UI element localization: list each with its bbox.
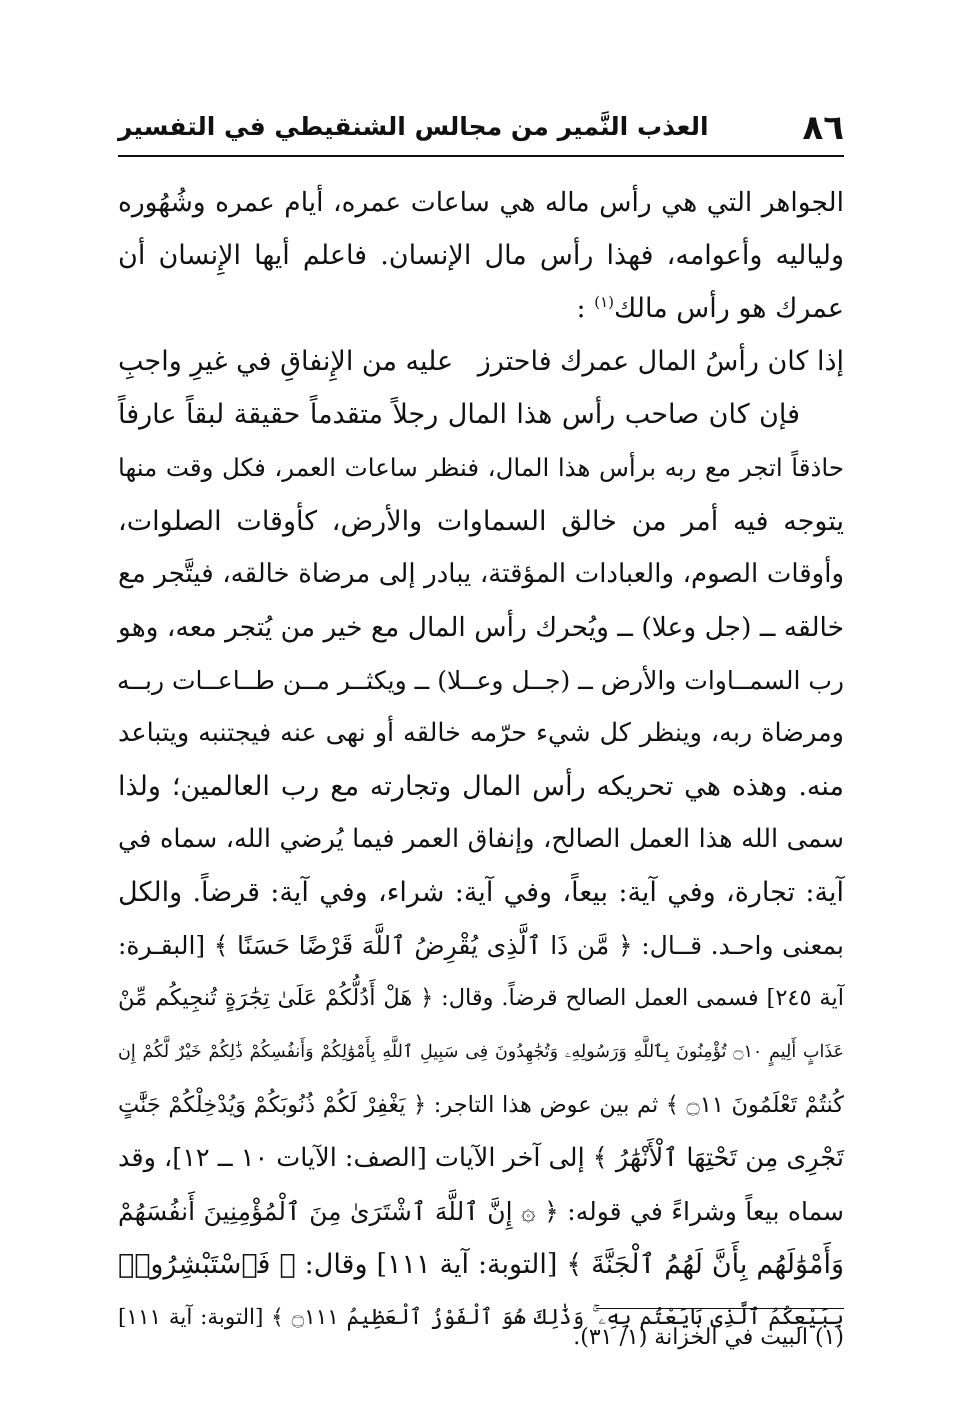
text-line: سمى الله هذا العمل الصالح، وإنفاق العمر فيما يُرضي الله، سماه في: [118, 824, 844, 855]
poetry-verse: [118, 335, 844, 388]
footnote-reference: (١): [594, 293, 615, 312]
page-header: [118, 108, 844, 150]
quran-verse-line: عَذَابٍ أَلِيمٍ ۝١٠ تُؤْمِنُونَ بِٱللَّهِ وَرَسُولِهِۦ وَتُجَٰهِدُونَ فِى سَبِيلِ ٱللَّهِ بِأَمْوَٰلِكُمْ وَأَنفُسِكُمْ ذَٰلِكُمْ خَيْرٌ لَّكُمْ إِن: [118, 1041, 844, 1062]
text-line: آية ٢٤٥] فسمى العمل الصالح قرضاً. وقال: ﴿ هَلْ أَدُلُّكُمْ عَلَىٰ تِجَٰرَةٍ تُنجِيكُم مِّنْ: [118, 985, 845, 1012]
footnote: (١) البيت في الخزانة (١/ ٣١).: [573, 1325, 844, 1350]
text-fragment: عمرك هو رأس مالك: [614, 293, 844, 325]
text-line: خالقه ــ (جل وعلا) ــ ويُحرك رأس المال مع خير من يُتجر معه، وهو: [118, 611, 844, 643]
footnote-rule: [596, 1308, 844, 1309]
text-line: حاذقاً اتجر مع ربه برأس هذا المال، فنظر ساعات العمر، فكل وقت منها: [118, 453, 844, 483]
main-text: [118, 176, 844, 1344]
text-line: منه. وهذه هي تحريكه رأس المال وتجارته مع رب العالمين؛ ولذا: [118, 771, 844, 803]
text-line: يتوجه فيه أمر من خالق السماوات والأرض، كأوقات الصلوات،: [118, 505, 844, 537]
text-line: ولياليه وأعوامه، فهذا رأس مال الإنسان. فاعلم أيها الإِنسان أن: [118, 240, 844, 272]
text-line: كُنتُمْ تَعْلَمُونَ ۝١١ ﴾ ثم بين عوض هذا التاجر: ﴿ يَغْفِرْ لَكُمْ ذُنُوبَكُمْ وَيُدْخِلْكُمْ جَنَّٰتٍ: [118, 1091, 844, 1118]
page-number: ٨٦: [802, 108, 844, 148]
verse-first-hemistich: إذا كان رأسُ المال عمرك فاحترز: [477, 346, 844, 378]
text-line: فإن كان صاحب رأس هذا المال رجلاً متقدماً حقيقة لبقاً عارفاً: [118, 399, 800, 431]
text-line: تَجْرِى مِن تَحْتِهَا ٱلْأَنْهَٰرُ ﴾ إلى آخر الآيات [الصف: الآيات ١٠ ــ ١٢]، وقد: [118, 1142, 844, 1173]
text-line: وأوقات الصوم، والعبادات المؤقتة، يبادر إلى مرضاة خالقه، فيتَّجر مع: [118, 558, 844, 589]
text-line: ومرضاة ربه، وينظر كل شيء حرّمه خالقه أو نهى عنه فيجتنبه ويتباعد: [118, 717, 844, 748]
text-line: آية: تجارة، وفي آية: بيعاً، وفي آية: شراء، وفي آية: قرضاً. والكل: [118, 877, 844, 909]
text-line: [118, 282, 844, 335]
verse-second-hemistich: عليه من الإِنفاقِ في غيرِ واجبِ: [118, 346, 454, 378]
text-line: بِبَيْعِكُمُ ٱلَّذِى بَايَعْتُم بِهِۦ ۚ وَذَٰلِكَ هُوَ ٱلْفَوْزُ ٱلْعَظِيمُ ۝١١١ ﴾ [التوبة: آية ١١١]: [118, 1304, 844, 1330]
text-line: الجواهر التي هي رأس ماله هي ساعات عمره، أيام عمره وشُهُوره: [118, 187, 844, 218]
text-fragment: :: [576, 293, 586, 325]
text-line: رب السمــاوات والأرض ــ (جــل وعــلا) ــ ويكثــر مــن طــاعــات ربــه: [116, 665, 844, 695]
text-line: وَأَمْوَٰلَهُم بِأَنَّ لَهُمُ ٱلْجَنَّةَ ﴾ [التوبة: آية ١١١] وقال: ﴿ فَٱسْتَبْشِرُوا۟: [118, 1248, 844, 1280]
header-rule: [118, 155, 844, 157]
text-line: بمعنى واحـد. قــال: ﴿ مَّن ذَا ٱلَّذِى يُقْرِضُ ٱللَّهَ قَرْضًا حَسَنًا ﴾ [البقـرة:: [118, 931, 844, 961]
text-line: سماه بيعاً وشراءً في قوله: ﴿ ۞ إِنَّ ٱللَّهَ ٱشْتَرَىٰ مِنَ ٱلْمُؤْمِنِينَ أَنفُسَهُمْ: [118, 1196, 844, 1226]
running-title: العذب النَّمير من مجالس الشنقيطي في التفسير: [118, 112, 709, 141]
